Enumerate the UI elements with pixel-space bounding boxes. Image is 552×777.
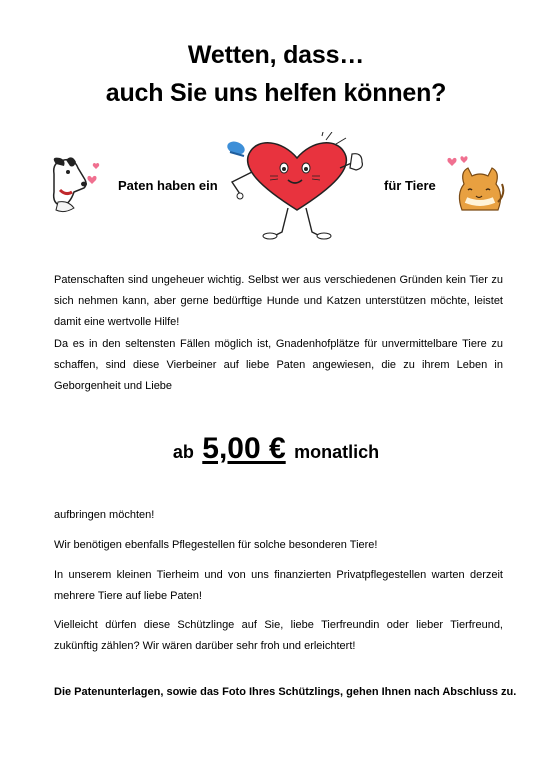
- price-prefix: ab: [172, 442, 194, 462]
- dog-hearts-icon: [44, 154, 104, 216]
- heart-mascot-thumbs-up-icon: [222, 132, 372, 240]
- price-amount: 5,00 €: [202, 432, 286, 465]
- footer-note: Die Patenunterlagen, sowie das Foto Ihres Schützlings, gehen Ihnen nach Abschluss zu.: [54, 686, 517, 698]
- title-line-1: Wetten, dass…: [187, 41, 365, 69]
- price-suffix: monatlich: [294, 442, 380, 462]
- banner: [0, 130, 552, 240]
- paragraph-schuetzlinge: Vielleicht dürfen diese Schützlinge auf Sie, liebe Tierfreundin oder lieber Tierfreund, zukünftig zählen? Wir wären darüber sehr froh und erleichtert!: [54, 619, 503, 652]
- price-line: [0, 432, 552, 466]
- page-title: [0, 36, 552, 112]
- paragraph-pflegestellen: Wir benötigen ebenfalls Pflegestellen für solche besonderen Tiere!: [54, 539, 378, 551]
- cat-hearts-icon: [446, 154, 506, 216]
- banner-text-left: Paten haben ein: [118, 178, 218, 193]
- banner-text-right: für Tiere: [384, 178, 436, 193]
- title-line-2: auch Sie uns helfen können?: [105, 79, 447, 107]
- paragraph-tierheim: In unserem kleinen Tierheim und von uns finanzierten Privatpflegestellen warten derzeit mehrere Tiere auf liebe Paten!: [54, 569, 503, 602]
- paragraph-patenschaften: Patenschaften sind ungeheuer wichtig. Selbst wer aus verschiedenen Gründen kein Tier zu sich nehmen kann, aber gerne bedürftige Hunde und Katzen unterstützen möchte, leistet damit eine wertvolle Hilfe!: [54, 274, 503, 328]
- paragraph-gnadenhof: Da es in den seltensten Fällen möglich ist, Gnadenhofplätze für unvermittelbare Tiere zu schaffen, sind diese Vierbeiner auf liebe Paten angewiesen, die zu ihrem Leben in Geborgenheit und Liebe: [54, 338, 503, 392]
- paragraph-aufbringen: aufbringen möchten!: [54, 509, 155, 521]
